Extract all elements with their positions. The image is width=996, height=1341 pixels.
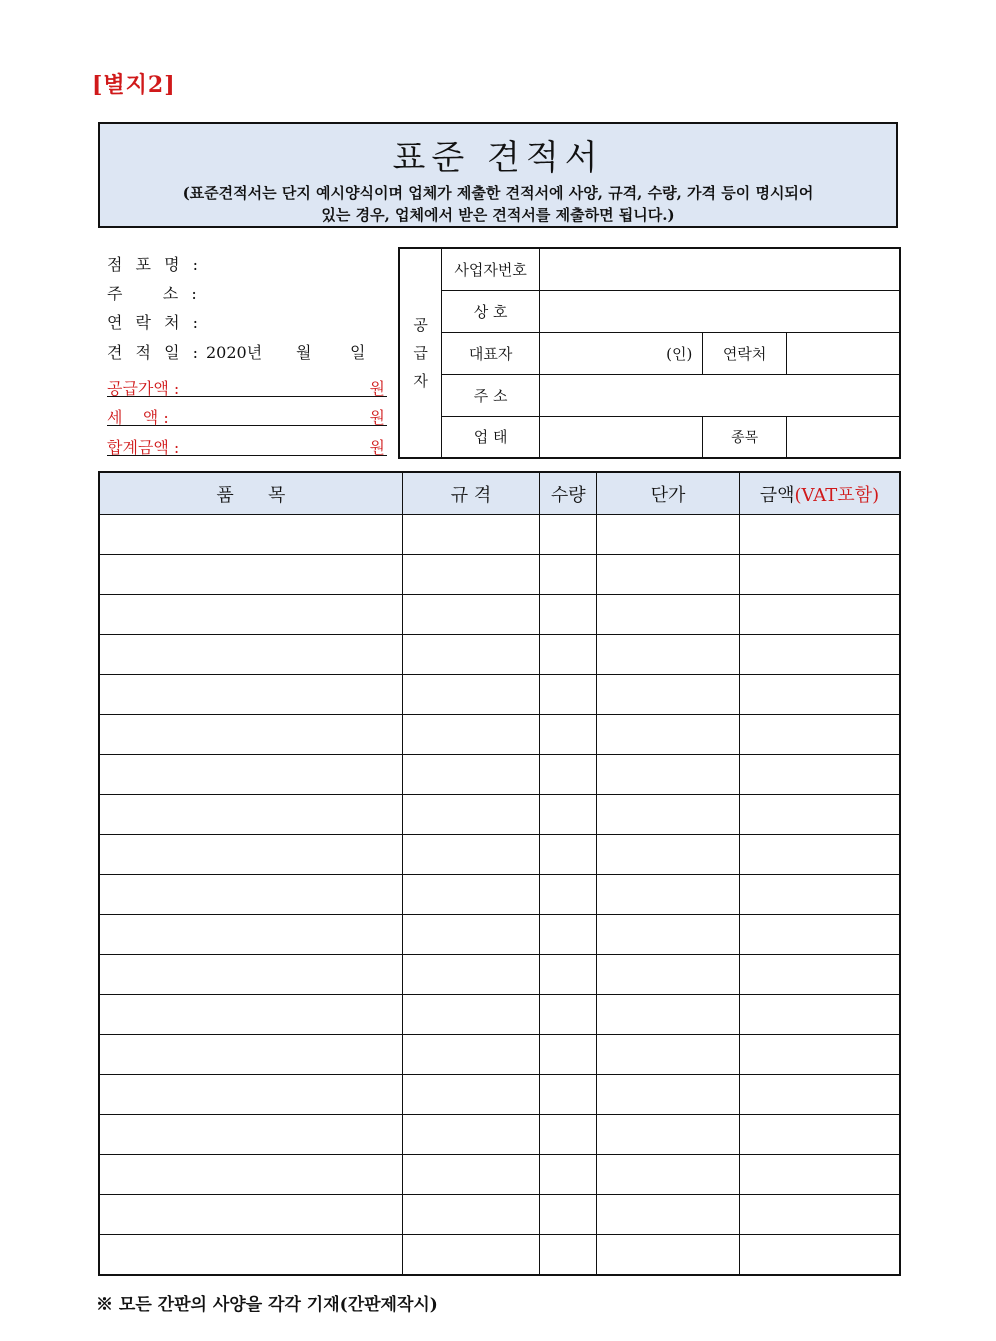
table-row [99, 675, 900, 715]
table-row [99, 515, 900, 555]
table-row [99, 795, 900, 835]
cell-price[interactable] [597, 915, 740, 955]
table-row [99, 1115, 900, 1155]
col-header-spec: 규 격 [402, 472, 540, 515]
cell-amount[interactable] [739, 1235, 900, 1276]
cell-amount[interactable] [739, 875, 900, 915]
cell-item[interactable] [99, 755, 402, 795]
cell-price[interactable] [597, 555, 740, 595]
biz-number-label: 사업자번호 [442, 248, 540, 290]
cell-qty[interactable] [540, 1115, 597, 1155]
table-row [99, 1195, 900, 1235]
cell-price[interactable] [597, 795, 740, 835]
cell-spec[interactable] [402, 795, 540, 835]
cell-item[interactable] [99, 1195, 402, 1235]
annex-tag: [별지2] [92, 72, 176, 98]
cell-item[interactable] [99, 1075, 402, 1115]
supplier-address-label: 주 소 [442, 374, 540, 416]
quote-date-label: 견 적 일 : [107, 343, 203, 362]
cell-item[interactable] [99, 715, 402, 755]
cell-price[interactable] [597, 635, 740, 675]
cell-price[interactable] [597, 1195, 740, 1235]
cell-item[interactable] [99, 1115, 402, 1155]
cell-qty[interactable] [540, 1155, 597, 1195]
table-row [99, 1035, 900, 1075]
supplier-address-field[interactable] [539, 374, 900, 416]
cell-item[interactable] [99, 995, 402, 1035]
cell-spec[interactable] [402, 675, 540, 715]
cell-amount[interactable] [739, 1035, 900, 1075]
cell-price[interactable] [597, 715, 740, 755]
cell-item[interactable] [99, 595, 402, 635]
cell-price[interactable] [597, 755, 740, 795]
biz-number-field[interactable] [539, 248, 900, 290]
table-row [99, 715, 900, 755]
table-row [99, 995, 900, 1035]
contact-label: 연 락 처 : [107, 313, 203, 332]
supplier-side-char-3: 자 [413, 372, 428, 390]
cell-amount[interactable] [739, 1075, 900, 1115]
cell-item[interactable] [99, 835, 402, 875]
cell-item[interactable] [99, 1155, 402, 1195]
quote-date-month: 월 [296, 343, 312, 362]
cell-amount[interactable] [739, 595, 900, 635]
items-table-body [99, 515, 900, 1276]
total-amount-line [107, 435, 387, 456]
col-header-amount-note: (VAT포함) [794, 484, 880, 506]
footer-note: ※ 모든 간판의 사양을 각각 기재(간판제작시) [96, 1295, 438, 1315]
cell-qty[interactable] [540, 555, 597, 595]
cell-qty[interactable] [540, 1235, 597, 1276]
col-header-amount [739, 472, 900, 515]
total-amount-label: 합계금액 : [107, 438, 180, 457]
cell-price[interactable] [597, 675, 740, 715]
cell-qty[interactable] [540, 635, 597, 675]
cell-qty[interactable] [540, 1075, 597, 1115]
cell-item[interactable] [99, 515, 402, 555]
cell-item[interactable] [99, 555, 402, 595]
tax-amount-label: 세 액 : [107, 408, 169, 427]
col-header-item: 품 목 [99, 472, 402, 515]
cell-item[interactable] [99, 955, 402, 995]
cell-spec[interactable] [402, 1075, 540, 1115]
items-table [98, 471, 901, 1276]
title-note-2: 있는 경우, 업체에서 받은 견적서를 제출하면 됩니다.) [321, 206, 675, 224]
cell-price[interactable] [597, 995, 740, 1035]
cell-amount[interactable] [739, 1195, 900, 1235]
cell-amount[interactable] [739, 635, 900, 675]
business-type-label: 업 태 [442, 416, 540, 458]
cell-item[interactable] [99, 915, 402, 955]
cell-spec[interactable] [402, 755, 540, 795]
cell-qty[interactable] [540, 795, 597, 835]
cell-price[interactable] [597, 1035, 740, 1075]
tax-amount-line [107, 405, 387, 426]
cell-qty[interactable] [540, 1195, 597, 1235]
company-name-field[interactable] [539, 290, 900, 332]
cell-qty[interactable] [540, 915, 597, 955]
cell-item[interactable] [99, 635, 402, 675]
cell-price[interactable] [597, 1075, 740, 1115]
cell-amount[interactable] [739, 1115, 900, 1155]
table-row [99, 875, 900, 915]
cell-spec[interactable] [402, 715, 540, 755]
cell-amount[interactable] [739, 795, 900, 835]
table-row [99, 555, 900, 595]
cell-spec[interactable] [402, 915, 540, 955]
cell-price[interactable] [597, 1115, 740, 1155]
cell-price[interactable] [597, 1235, 740, 1276]
cell-spec[interactable] [402, 1035, 540, 1075]
cell-qty[interactable] [540, 515, 597, 555]
seal-mark: (인) [666, 344, 693, 363]
table-row [99, 1235, 900, 1276]
business-type-field[interactable] [539, 416, 702, 458]
cell-price[interactable] [597, 1155, 740, 1195]
cell-price[interactable] [597, 955, 740, 995]
cell-amount[interactable] [739, 995, 900, 1035]
table-row [99, 915, 900, 955]
cell-amount[interactable] [739, 835, 900, 875]
cell-spec[interactable] [402, 555, 540, 595]
cell-spec[interactable] [402, 1115, 540, 1155]
cell-amount[interactable] [739, 1155, 900, 1195]
supplier-contact-label: 연락처 [703, 332, 787, 374]
supplier-table [398, 247, 901, 459]
table-row [99, 635, 900, 675]
cell-spec[interactable] [402, 515, 540, 555]
cell-qty[interactable] [540, 835, 597, 875]
supplier-side-char-1: 공 [413, 316, 428, 334]
supplier-contact-field[interactable] [787, 332, 901, 374]
cell-spec[interactable] [402, 1235, 540, 1276]
address-label: 주 소 : [107, 284, 201, 303]
representative-field[interactable] [539, 332, 702, 374]
cell-spec[interactable] [402, 955, 540, 995]
cell-qty[interactable] [540, 875, 597, 915]
supply-amount-line [107, 376, 387, 397]
col-header-qty: 수량 [540, 472, 597, 515]
cell-spec[interactable] [402, 995, 540, 1035]
cell-price[interactable] [597, 595, 740, 635]
cell-qty[interactable] [540, 595, 597, 635]
cell-amount[interactable] [739, 555, 900, 595]
cell-spec[interactable] [402, 1195, 540, 1235]
title-note-1: (표준견적서는 단지 예시양식이며 업체가 제출한 견적서에 사양, 규격, 수량, 가격 등이 명시되어 [182, 184, 814, 202]
cell-amount[interactable] [739, 515, 900, 555]
cell-price[interactable] [597, 515, 740, 555]
cell-spec[interactable] [402, 635, 540, 675]
cell-item[interactable] [99, 795, 402, 835]
cell-spec[interactable] [402, 595, 540, 635]
quote-date-year: 2020년 [206, 343, 263, 362]
cell-qty[interactable] [540, 755, 597, 795]
col-header-price: 단가 [597, 472, 740, 515]
cell-spec[interactable] [402, 835, 540, 875]
cell-amount[interactable] [739, 675, 900, 715]
total-amount-won: 원 [369, 438, 385, 457]
cell-item[interactable] [99, 675, 402, 715]
cell-qty[interactable] [540, 955, 597, 995]
cell-item[interactable] [99, 875, 402, 915]
cell-item[interactable] [99, 1235, 402, 1276]
cell-amount[interactable] [739, 915, 900, 955]
table-row [99, 955, 900, 995]
cell-price[interactable] [597, 835, 740, 875]
business-item-label: 종목 [703, 416, 787, 458]
cell-amount[interactable] [739, 755, 900, 795]
cell-spec[interactable] [402, 875, 540, 915]
title-box [98, 122, 898, 228]
cell-qty[interactable] [540, 1035, 597, 1075]
supply-amount-won: 원 [369, 379, 385, 398]
document-title: 표준 견적서 [392, 138, 604, 178]
cell-qty[interactable] [540, 995, 597, 1035]
cell-item[interactable] [99, 1035, 402, 1075]
col-header-amount-label: 금액 [759, 484, 795, 506]
table-row [99, 835, 900, 875]
cell-spec[interactable] [402, 1155, 540, 1195]
cell-qty[interactable] [540, 675, 597, 715]
cell-amount[interactable] [739, 715, 900, 755]
supplier-side-label [399, 248, 442, 458]
tax-amount-won: 원 [369, 408, 385, 427]
cell-amount[interactable] [739, 955, 900, 995]
representative-label: 대표자 [442, 332, 540, 374]
quote-date-day: 일 [350, 343, 366, 362]
table-row [99, 595, 900, 635]
cell-qty[interactable] [540, 715, 597, 755]
supplier-side-char-2: 급 [413, 344, 428, 362]
supply-amount-label: 공급가액 : [107, 379, 180, 398]
cell-price[interactable] [597, 875, 740, 915]
table-row [99, 1155, 900, 1195]
table-row [99, 1075, 900, 1115]
business-item-field[interactable] [787, 416, 901, 458]
store-name-label: 점 포 명 : [107, 255, 203, 274]
company-name-label: 상 호 [442, 290, 540, 332]
table-row [99, 755, 900, 795]
